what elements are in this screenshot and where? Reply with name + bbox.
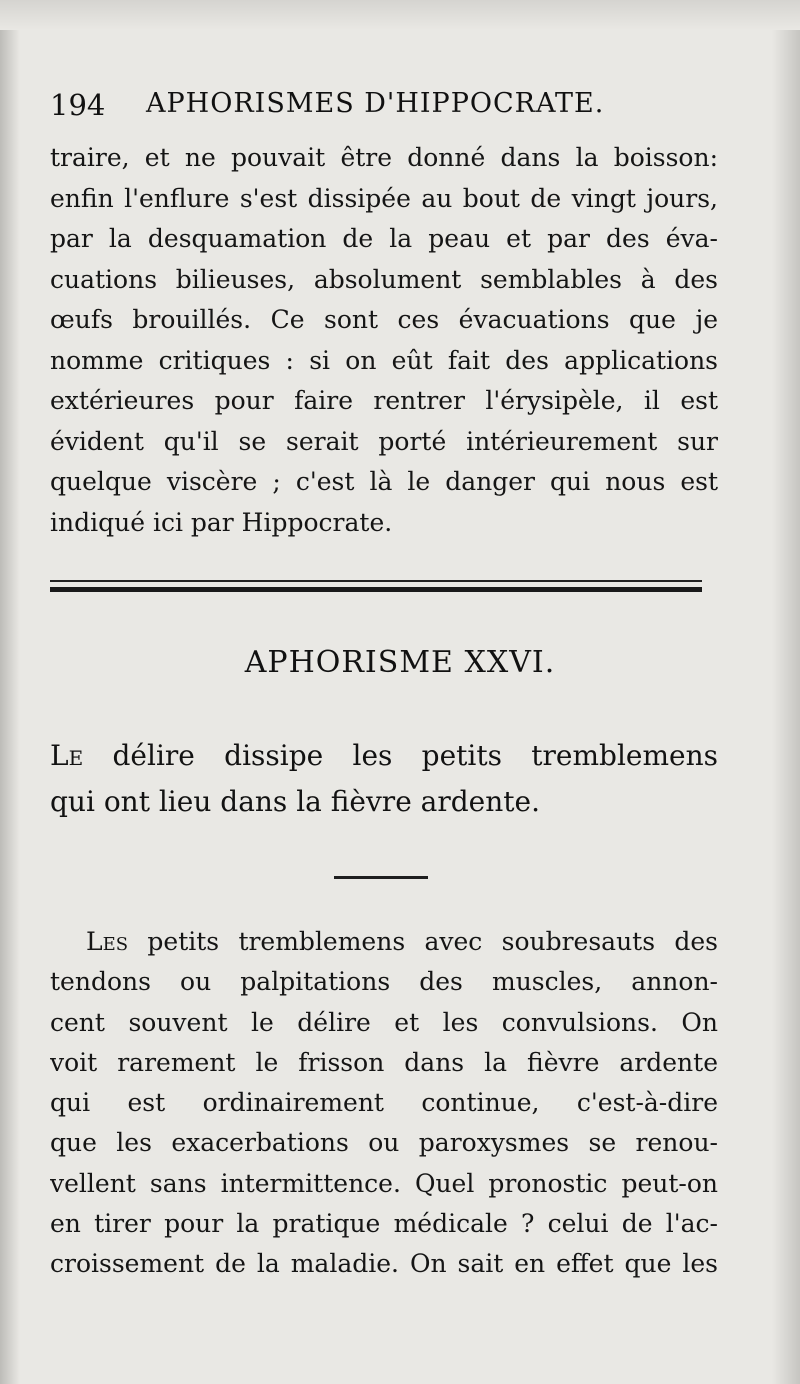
aphorism-lead-word: Le (50, 739, 84, 772)
text-line: vellent sans intermittence. Quel pronostic peut-on (50, 1168, 718, 1198)
page-gutter-shadow (0, 0, 20, 1384)
text-line: enfin l'enflure s'est dissipée au bout de vingt jours, (50, 183, 718, 213)
commentary-lead-word: Les (86, 927, 129, 956)
aphorism-heading: APHORISME XXVI. (244, 645, 556, 680)
text-line: tendons ou palpitations des muscles, annon- (50, 967, 718, 997)
text-line: en tirer pour la pratique médicale ? celui de l'ac- (50, 1209, 718, 1239)
aphorism-line-rest: délire dissipe les petits tremblemens (112, 739, 718, 772)
text-line: évident qu'il se serait porté intérieurement sur (50, 426, 718, 456)
text-line: que les exacerbations ou paroxysmes se renou- (50, 1128, 718, 1158)
page-number: 194 (50, 88, 106, 122)
continuation-paragraph (50, 138, 718, 543)
text-line: quelque viscère ; c'est là le danger qui nous est (50, 467, 718, 496)
section-divider-double-rule (50, 580, 702, 593)
text-line: extérieures pour faire rentrer l'érysipèle, il est (50, 386, 718, 415)
text-line: cuations bilieuses, absolument semblables à des (50, 264, 718, 294)
text-line: croissement de la maladie. On sait en effet que les (50, 1249, 718, 1279)
text-line: cent souvent le délire et les convulsions. On (50, 1007, 718, 1037)
text-line: traire, et ne pouvait être donné dans la boisson: (50, 143, 718, 172)
page-edge-shadow (772, 0, 800, 1384)
text-line: œufs brouillés. Ce sont ces évacuations que je (50, 305, 718, 334)
running-header (50, 88, 720, 128)
divider-thin-line (50, 580, 702, 582)
aphorism-line: qui ont lieu dans la fièvre ardente. (50, 785, 540, 818)
text-line: indiqué ici par Hippocrate. (50, 507, 393, 537)
divider-thick-line (50, 587, 702, 592)
running-title: APHORISMES D'HIPPOCRATE. (146, 88, 605, 119)
aphorism-line (50, 733, 718, 779)
short-divider-rule (334, 876, 428, 879)
commentary-first-line (50, 922, 718, 962)
commentary-paragraph (50, 922, 718, 1285)
text-line: qui est ordinairement continue, c'est-à-dire (50, 1088, 718, 1118)
text-line: nomme critiques : si on eût fait des applications (50, 345, 718, 375)
text-line: voit rarement le frisson dans la fièvre ardente (50, 1047, 718, 1077)
aphorism-statement (50, 733, 718, 825)
text-line: par la desquamation de la peau et par des éva- (50, 224, 718, 253)
page-top-shadow (0, 0, 800, 30)
commentary-line-rest: petits tremblemens avec soubresauts des (147, 927, 718, 956)
